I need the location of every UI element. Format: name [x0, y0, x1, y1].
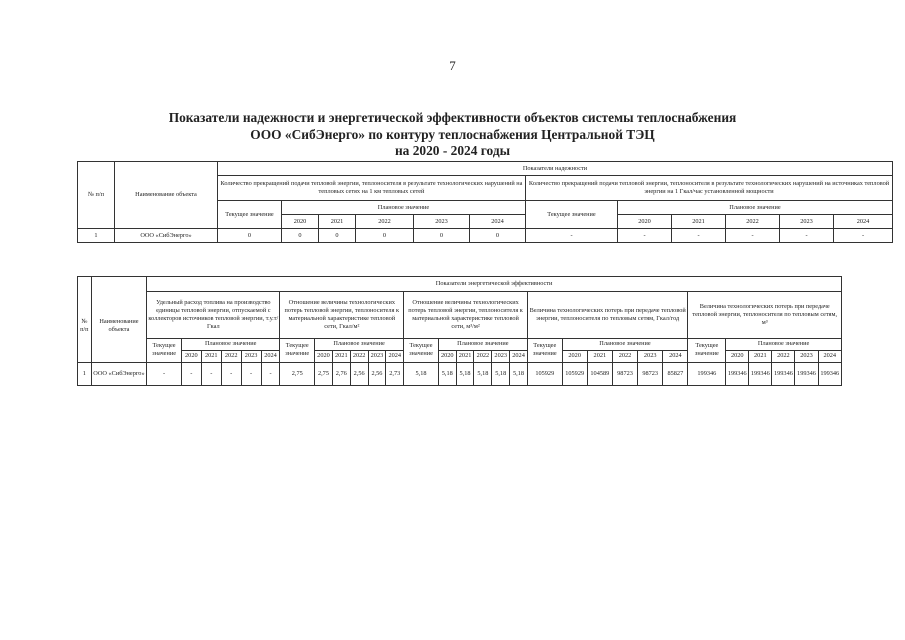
year-header: 2021 — [319, 215, 356, 229]
cell-value: 105929 — [527, 362, 562, 385]
year-header: 2023 — [638, 350, 663, 362]
year-header: 2024 — [261, 350, 280, 362]
cell-value: 0 — [319, 229, 356, 243]
year-header: 2021 — [201, 350, 221, 362]
planned-header: Плановое значение — [181, 338, 280, 350]
year-header: 2021 — [749, 350, 772, 362]
cell-value: - — [221, 362, 241, 385]
cell-value: 5,18 — [474, 362, 492, 385]
year-header: 2022 — [350, 350, 368, 362]
cell-value: 199346 — [749, 362, 772, 385]
table-row — [78, 229, 893, 243]
current-header: Текущее значение — [527, 338, 562, 362]
row-name: ООО «СибЭнерго» — [91, 362, 147, 385]
year-header: 2023 — [780, 215, 834, 229]
year-header: 2022 — [356, 215, 414, 229]
year-header: 2024 — [663, 350, 688, 362]
year-header: 2022 — [612, 350, 637, 362]
year-header: 2024 — [818, 350, 841, 362]
year-header: 2020 — [618, 215, 672, 229]
indicator-2-header: Отношение величины технологических потерь тепловой энергии, теплоносителя к материальной характеристике тепловой сети, Гкал/м² — [280, 291, 404, 338]
planned-header: Плановое значение — [438, 338, 527, 350]
indicator-5-header: Величина технологических потерь при передаче тепловой энергии, теплоносителя по тепловым сетям, м³ — [688, 291, 842, 338]
year-header: 2023 — [492, 350, 510, 362]
cell-value: 5,18 — [404, 362, 439, 385]
cell-value: - — [618, 229, 672, 243]
cell-value: 98723 — [638, 362, 663, 385]
col-num-header: № п/п — [78, 162, 115, 229]
cell-value: - — [672, 229, 726, 243]
year-header: 2024 — [470, 215, 526, 229]
cell-value: 199346 — [688, 362, 726, 385]
cell-value: - — [201, 362, 221, 385]
year-header: 2021 — [456, 350, 474, 362]
year-header: 2023 — [241, 350, 261, 362]
cell-value: 0 — [470, 229, 526, 243]
cell-value: - — [147, 362, 182, 385]
year-header: 2023 — [368, 350, 386, 362]
cell-value: 5,18 — [456, 362, 474, 385]
year-header: 2020 — [315, 350, 333, 362]
cell-value: 2,56 — [368, 362, 386, 385]
indicator-4-header: Величина технологических потерь при передаче тепловой энергии, теплоносителя по тепловым сетям, Гкал/год — [527, 291, 687, 338]
year-header: 2022 — [726, 215, 780, 229]
reliability-table — [77, 161, 893, 243]
year-header: 2020 — [282, 215, 319, 229]
cell-value: 199346 — [795, 362, 818, 385]
title-line-1: Показатели надежности и энергетической эффективности объектов системы теплоснабжения — [168, 110, 737, 125]
cell-value: 105929 — [562, 362, 587, 385]
cell-value: - — [834, 229, 893, 243]
row-num: 1 — [78, 229, 115, 243]
year-header: 2023 — [795, 350, 818, 362]
cell-value: 2,75 — [280, 362, 315, 385]
cell-value: - — [261, 362, 280, 385]
year-header: 2020 — [726, 350, 749, 362]
indicator-b-header: Количество прекращений подачи тепловой энергии, теплоносителя в результате технологических нарушений на источниках тепловой энергии на 1 Гкал/час установленной мощности — [526, 176, 893, 201]
cell-value: 98723 — [612, 362, 637, 385]
planned-header: Плановое значение — [726, 338, 842, 350]
planned-header: Плановое значение — [562, 338, 688, 350]
col-name-header: Наименование объекта — [115, 162, 218, 229]
spacer-cell — [91, 277, 147, 292]
title-line-2: ООО «СибЭнерго» по контуру теплоснабжения Центральной ТЭЦ — [250, 126, 655, 142]
cell-value: 199346 — [726, 362, 749, 385]
year-header: 2023 — [414, 215, 470, 229]
year-header: 2021 — [332, 350, 350, 362]
cell-value: 2,56 — [350, 362, 368, 385]
indicator-a-header: Количество прекращений подачи тепловой энергии, теплоносителя в результате технологических нарушений на тепловых сетях на 1 км тепловых сетей — [218, 176, 526, 201]
document-title — [0, 110, 905, 160]
cell-value: 199346 — [818, 362, 841, 385]
spacer-cell — [78, 277, 92, 292]
row-name: ООО «СибЭнерго» — [115, 229, 218, 243]
title-line-3: на 2020 - 2024 годы — [394, 143, 511, 158]
group-header: Показатели надежности — [218, 162, 893, 176]
col-num-header: № п/п — [78, 291, 92, 362]
year-header: 2022 — [772, 350, 795, 362]
cell-value: 0 — [218, 229, 282, 243]
cell-value: 2,73 — [386, 362, 404, 385]
year-header: 2022 — [221, 350, 241, 362]
cell-value: 2,76 — [332, 362, 350, 385]
indicator-1-header: Удельный расход топлива на производство единицы тепловой энергии, отпускаемой с коллекторов источников тепловой энергии, т.у.т/Гкал — [147, 291, 280, 338]
planned-header: Плановое значение — [315, 338, 404, 350]
b-planned-header: Плановое значение — [618, 201, 893, 215]
current-header: Текущее значение — [688, 338, 726, 362]
cell-value: - — [241, 362, 261, 385]
cell-value: 85827 — [663, 362, 688, 385]
year-header: 2020 — [562, 350, 587, 362]
year-header: 2024 — [834, 215, 893, 229]
current-header: Текущее значение — [404, 338, 439, 362]
efficiency-table — [77, 276, 842, 386]
year-header: 2022 — [474, 350, 492, 362]
year-header: 2024 — [386, 350, 404, 362]
col-name-header: Наименование объекта — [91, 291, 147, 362]
year-header: 2021 — [587, 350, 612, 362]
cell-value: 5,18 — [510, 362, 528, 385]
cell-value: 0 — [282, 229, 319, 243]
year-header: 2021 — [672, 215, 726, 229]
a-planned-header: Плановое значение — [282, 201, 526, 215]
cell-value: - — [780, 229, 834, 243]
page-number: 7 — [449, 58, 456, 73]
cell-value: 0 — [414, 229, 470, 243]
year-header: 2020 — [181, 350, 201, 362]
cell-value: 5,18 — [492, 362, 510, 385]
cell-value: - — [726, 229, 780, 243]
current-header: Текущее значение — [280, 338, 315, 362]
cell-value: 104589 — [587, 362, 612, 385]
cell-value: - — [526, 229, 618, 243]
cell-value: 199346 — [772, 362, 795, 385]
cell-value: 0 — [356, 229, 414, 243]
table-row — [78, 362, 842, 385]
year-header: 2020 — [438, 350, 456, 362]
cell-value: 5,18 — [438, 362, 456, 385]
b-current-header: Текущее значение — [526, 201, 618, 229]
year-header: 2024 — [510, 350, 528, 362]
row-num: 1 — [78, 362, 92, 385]
a-current-header: Текущее значение — [218, 201, 282, 229]
indicator-3-header: Отношение величины технологических потерь тепловой энергии, теплоносителя к материальной характеристике тепловой сети, м³/м² — [404, 291, 528, 338]
current-header: Текущее значение — [147, 338, 182, 362]
group-header: Показатели энергетической эффективности — [147, 277, 842, 292]
cell-value: 2,75 — [315, 362, 333, 385]
cell-value: - — [181, 362, 201, 385]
